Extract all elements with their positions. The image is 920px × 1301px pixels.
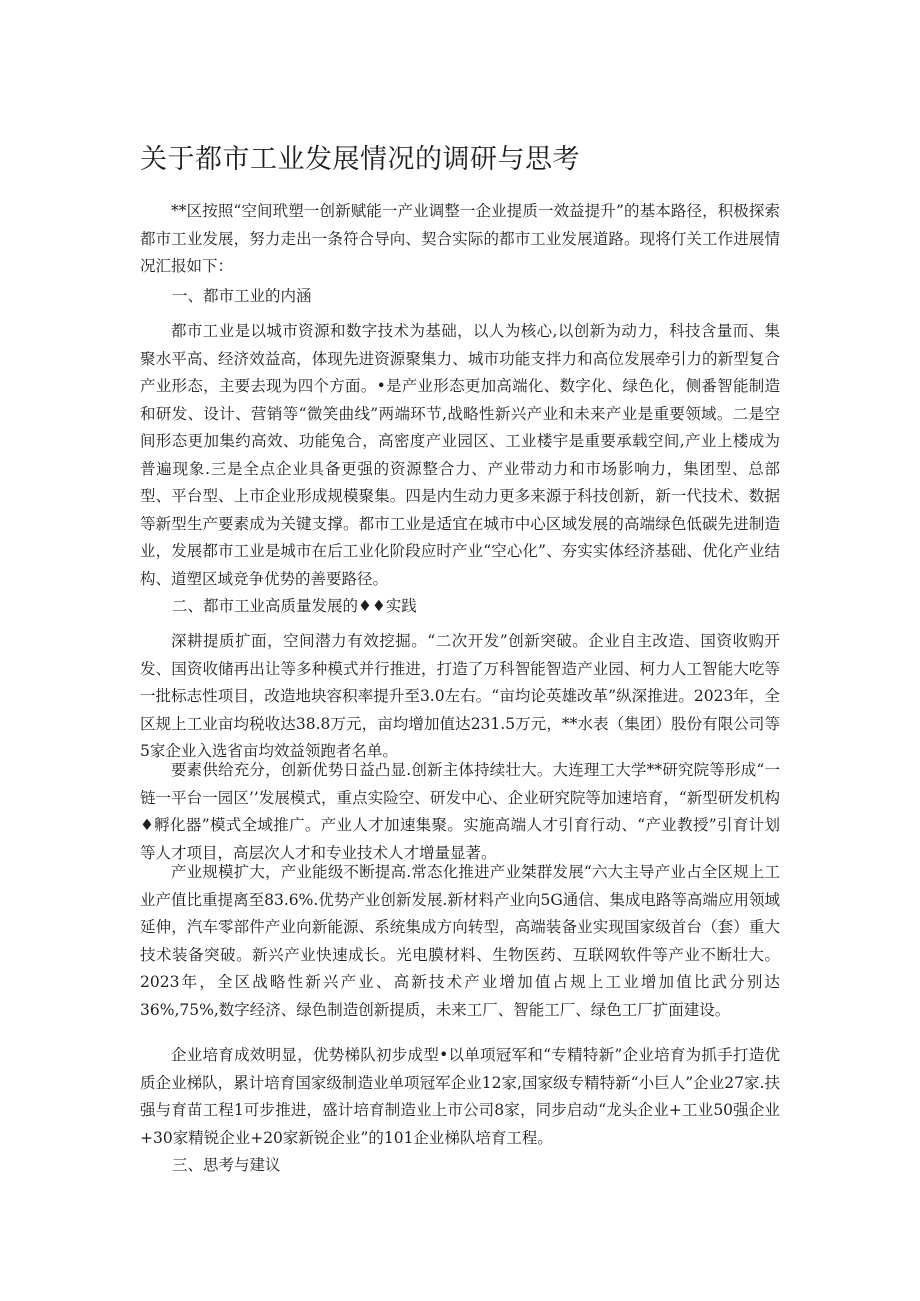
section-3-heading: 三、思考与建议 xyxy=(172,1156,281,1174)
section-2-heading: 二、都市工业高质量发展的♦♦实践 xyxy=(172,597,417,615)
section-2-paragraph-4: 企业培育成效明显，优势梯队初步成型•以单项冠军和“专精特新”企业培育为抓手打造优质企业梯队，累计培育国家级制造业单项冠军企业12家,国家级专精特新“小巨人”企业27家.扶强与育苗工程1可步推进，盛计培育制造业上市公司8家，同步启动“龙头企业+工业50强企业+30家精锐企业+20家新锐企业”的101企业梯队培育工程。 xyxy=(140,1046,780,1147)
document-title: 关于都市工业发展情况的调研与思考 xyxy=(140,144,580,175)
intro-paragraph: **区按照“空间玳塑一创新赋能一产业调整一企业提质一效益提升”的基本路径，积极探索都市工业发展，努力走出一条符合导向、契合实际的都市工业发展道路。现将仃关工作进展情况汇报如下： xyxy=(140,202,780,275)
section-1-paragraph-1: 都市工业是以城市资源和数字技术为基础，以人为核心,以创新为动力，科技含量而、集聚水平高、经济效益高，体现先进资源聚集力、城市功能支拌力和高位发展牵引力的新型复合产业形态，主要去现为四个方面。•是产业形态更加高端化、数字化、绿色化，侧番智能制造和研发、设计、营销等“微笑曲线”两端环节,战略性新兴产业和未来产业是重要领域。二是空间形态更加集约高效、功能兔合，高密度产业园区、工业楼宇是重要承载空间,产业上楼成为普遍现象.三是全点企业具备更强的资源整合力、产业带动力和市场影响力，集团型、总部型、平台型、上市企业形成规模聚集。四是内生动力更多来源于科技创新，新一代技术、数据等新型生产要素成为关键支撑。都市工业是适宜在城市中心区域发展的高端绿色低碳先进制造业，发展都市工业是城市在后工业化阶段应时产业“空心化”、夯实实体经济基础、优化产业结构、道塑区域竞争优势的善要路径。 xyxy=(140,322,780,588)
section-2-paragraph-1: 深耕提质扩面，空间潜力有效挖掘。“二次开发”创新突破。企业自主改造、国资收购开发、国资收储再出让等多种模式并行推进，打造了万科智能智造产业园、柯力人工智能大吃等一批标志性项目，改造地块容积率提升至3.0左右。“亩均论英雄改革”纵深推进。2023年，全区规上工业亩均税收达38.8万元，亩均增加值达231.5万元，**水表（集团）股份有限公司等5家企业入选省亩均效益领跑者名单。 xyxy=(140,632,780,760)
section-1-heading: 一、都市工业的内涵 xyxy=(172,287,312,305)
section-2-paragraph-3: 产业规模扩大，产业能级不断提高.常态化推进产业桀群发展“六大主导产业占全区规上工业产值比重提离至83.6%.优势产业创新发展.新材料产业向5G通信、集成电路等高端应用领域延伸，汽车零部件产业向新能源、系统集成方向转型，高端装备业实现国家级首台（套）重大技术装备突破。新兴产业快速成长。光电膜材料、生物医药、互联网软件等产业不断壮大。2023年，全区战略性新兴产业、高新技术产业增加值占规上工业增加值比武分别达36%,75%,数字经济、绿色制造创新提质，未来工厂、智能工厂、绿色工厂扩面建设。 xyxy=(140,863,780,1019)
section-2-paragraph-2: 要素供给充分，创新优势日益凸显.创新主体持续壮大。大连理工大学**研究院等形成“一链一平台一园区’’发展模式，重点实险空、研发中心、企业研究院等加速培育，“新型研发机构♦孵化器”模式全域推广。产业人才加速集聚。实施高端人才引育行动、“产业教授”引育计划等人才项目，高层次人才和专业技术人才增量显著。 xyxy=(140,761,780,862)
